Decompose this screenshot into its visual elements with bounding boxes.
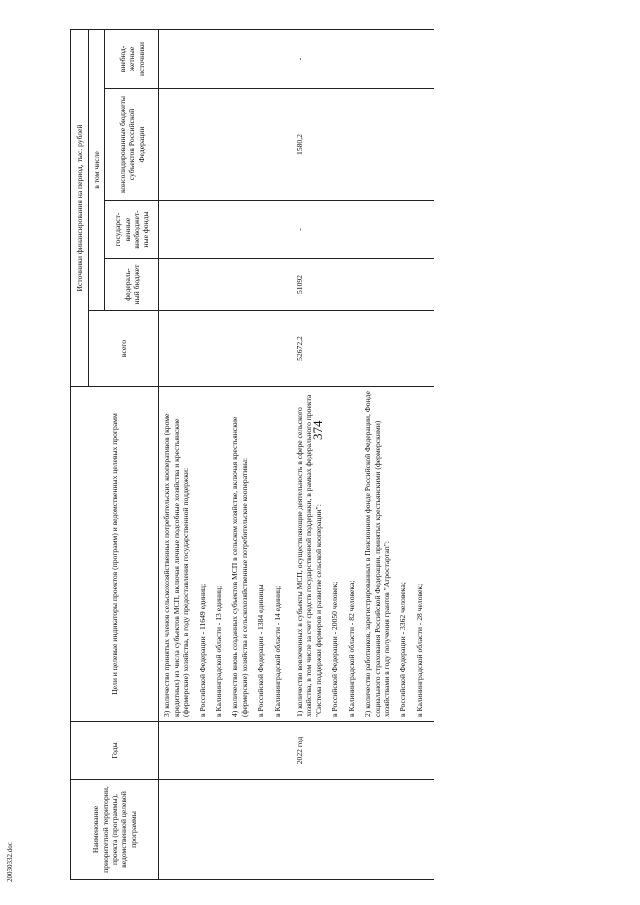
header-regional: консолидированные бюджеты субъектов Российской Федерации: [105, 89, 159, 201]
state-funds-value: -: [292, 201, 434, 259]
goals-cell: [159, 387, 292, 722]
goal-text: в Российской Федерации - 3362 человека;: [398, 582, 408, 717]
page-number: 374: [310, 420, 325, 440]
table-row: [292, 29, 434, 879]
regional-value: 1580,2: [292, 89, 434, 201]
footer-file-code: 20030332.doc: [6, 842, 14, 882]
goal-text: в Калининградской области - 13 единиц;: [214, 585, 224, 717]
federal-value: 51092: [292, 259, 434, 311]
table-row: [159, 29, 292, 879]
goal-text: 1) количество вовлеченных в субъекты МСП, осуществляющие деятельность в сфере сельского хозяйства, в том числе за счет средств государственной поддержки, в рамках федерального проекта "Система поддержки фермеров и развитие сельской кооперации":: [295, 394, 323, 717]
header-including: в том числе: [89, 29, 105, 310]
goal-text: 3) количество принятых членов сельскохозяйственных потребительских кооперативов (кроме кредитных) из числа субъектов МСП, включая личные подсобные хозяйства и крестьянские (фермерские) хозяйства, в году предоставления государственной поддержки:: [162, 413, 191, 717]
goal-text: в Российской Федерации - 1384 единицы: [256, 584, 266, 717]
header-years: Годы: [71, 722, 159, 780]
total-value: 52672,2: [292, 311, 434, 387]
year-cell: [159, 722, 292, 780]
header-total: всего: [89, 311, 159, 387]
goal-text: 4) количество вновь созданных субъектов МСП в сельском хозяйстве, включая крестьянские (фермерские) хозяйства и сельскохозяйственные потребительские кооперативы:: [230, 416, 249, 717]
header-goals: Цели и целевые индикаторы проектов (программ) и ведомственных целевых программ: [71, 387, 159, 722]
header-state-funds: государст-венные внебюджет-ные фонды: [105, 201, 159, 259]
header-funding: Источники финансирования на период, тыс. рублей: [71, 29, 89, 386]
funding-table: [70, 29, 434, 880]
goal-text: в Российской Федерации - 11649 единиц;: [197, 583, 207, 717]
rotated-table-sheet: [70, 30, 562, 880]
goal-text: в Российской Федерации - 20050 человек;: [330, 581, 340, 717]
header-name: Наименование приоритетной территории, проекта (программы), ведомственной целевой программы: [71, 780, 159, 880]
goal-text: в Калининградской области - 82 человека;: [346, 580, 356, 717]
goal-text: 2) количество работников, зарегистрированных в Пенсионном фонде Российской Федерации, Фонде социального страхования Российской Федерации, принятых крестьянскими (фермерскими) хозяйствами в году получения грантов "Агростартап":: [363, 391, 391, 717]
header-federal: федераль-ный бюджет: [105, 259, 159, 311]
goals-cell: [292, 387, 434, 722]
year-cell: 2022 год: [292, 722, 434, 780]
nonbudget-value: -: [292, 29, 434, 88]
goal-text: в Калининградской области - 28 человек;: [414, 583, 424, 717]
header-nonbudget: внебюд-жетные источники: [105, 29, 159, 88]
goal-text: в Калининградской области - 14 единиц;: [272, 585, 282, 717]
